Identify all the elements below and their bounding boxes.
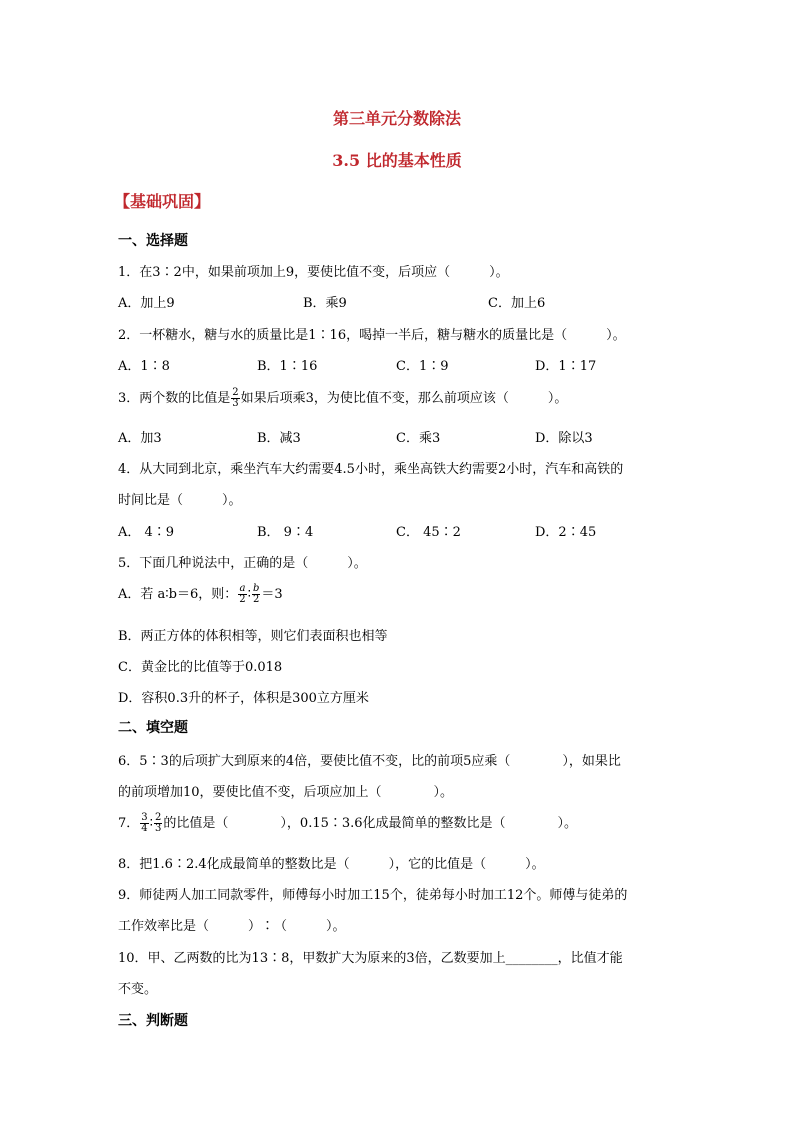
q5-option-a: A．若 a∶b＝6，则： $\frac{a}{2}$ ∶ $\frac{b}{2}$ ＝3 — [118, 583, 283, 605]
question-2: 2．一杯糖水，糖与水的质量比是1∶16，喝掉一半后，糖与糖水的质量比是（ ）。 — [118, 328, 626, 343]
q7-frac1-numerator: 3 — [141, 812, 148, 823]
q7-fraction-2 — [154, 813, 162, 834]
q3-stem-pre: 3．两个数的比值是 — [118, 391, 231, 406]
q7-number: 7． — [118, 816, 140, 831]
q5-frac-a-numerator: a — [239, 583, 246, 594]
question-6-line-2: 的前项增加10，要使比值不变，后项应加上（ ）。 — [118, 785, 454, 800]
section-choice-title: 一、选择题 — [118, 233, 188, 249]
unit-title: 第三单元分数除法 — [332, 109, 461, 128]
question-10-line-2: 不变。 — [118, 982, 158, 997]
q5-fraction-b — [252, 584, 260, 605]
q7-frac1-denominator: 4 — [141, 823, 148, 834]
q5-option-d: D．容积0.3升的杯子，体积是300立方厘米 — [118, 691, 369, 706]
q4-option-d: D．2∶45 — [535, 525, 597, 540]
question-3 — [118, 387, 567, 409]
q7-fraction-1 — [140, 813, 148, 834]
q4-option-a: A． 4∶9 — [118, 525, 175, 540]
q1-option-c: C．加上6 — [488, 296, 546, 311]
q2-option-c: C．1∶9 — [396, 359, 449, 374]
q3-frac-numerator: 2 — [232, 387, 239, 398]
q5-option-b: B．两正方体的体积相等，则它们表面积也相等 — [118, 629, 388, 644]
q3-option-d: D．除以3 — [535, 431, 593, 446]
question-8: 8．把1.6∶2.4化成最简单的整数比是（ ），它的比值是（ ）。 — [118, 857, 545, 872]
section-judge-title: 三、判断题 — [118, 1013, 188, 1029]
q5-option-a-post: ＝3 — [261, 587, 283, 602]
q3-option-c: C．乘3 — [396, 431, 441, 446]
q1-option-b: B．乘9 — [303, 296, 347, 311]
q1-option-a: A．加上9 — [118, 296, 175, 311]
q5-fraction-a — [238, 584, 246, 605]
q7-stem-post: 的比值是（ ），0.15∶3.6化成最简单的整数比是（ ）。 — [163, 816, 578, 831]
q5-frac-b-denominator: 2 — [253, 594, 260, 605]
q5-frac-b-numerator: b — [253, 583, 260, 594]
question-10-line-1: 10．甲、乙两数的比为13∶8，甲数扩大为原来的3倍，乙数要加上________，比值才能 — [118, 951, 623, 966]
question-7: 7． $\frac{3}{4}$ ∶ $\frac{2}{3}$ 的比值是（ ），0.15∶3.6化成最简单的整数比是（ ）。 — [118, 812, 578, 834]
q7-frac2-denominator: 3 — [155, 823, 162, 834]
q5-option-c: C．黄金比的比值等于0.018 — [118, 660, 283, 675]
question-5: 5．下面几种说法中，正确的是（ ）。 — [118, 556, 367, 571]
question-1: 1．在3∶2中，如果前项加上9，要使比值不变，后项应（ ）。 — [118, 265, 509, 280]
q3-option-a: A．加3 — [118, 431, 162, 446]
q4-option-b: B． 9∶4 — [257, 525, 314, 540]
question-4-line-1: 4．从大同到北京，乘坐汽车大约需要4.5小时，乘坐高铁大约需要2小时，汽车和高铁的 — [118, 462, 624, 477]
q3-frac-denominator: 3 — [232, 398, 239, 409]
q5-option-a-pre: A．若 a∶b＝6，则： — [118, 587, 238, 602]
q2-option-a: A．1∶8 — [118, 359, 170, 374]
q2-option-d: D．1∶17 — [535, 359, 597, 374]
q3-stem-post: 如果后项乘3，为使比值不变，那么前项应该（ ）。 — [240, 391, 568, 406]
question-9-line-1: 9．师徒两人加工同款零件，师傅每小时加工15个，徒弟每小时加工12个。师傅与徒弟的 — [118, 888, 628, 903]
section-heading: 【基础巩固】 — [114, 192, 211, 211]
question-4-line-2: 时间比是（ ）。 — [118, 493, 242, 508]
question-9-line-2: 工作效率比是（ ）∶（ ）。 — [118, 919, 346, 934]
q3-fraction — [231, 388, 239, 409]
q7-frac2-numerator: 2 — [155, 812, 162, 823]
lesson-title: 3.5 比的基本性质 — [332, 151, 462, 170]
section-fill-title: 二、填空题 — [118, 720, 188, 736]
q4-option-c: C． 45∶2 — [396, 525, 461, 540]
q5-frac-a-denominator: 2 — [239, 594, 246, 605]
q3-option-b: B．减3 — [257, 431, 301, 446]
question-6-line-1: 6．5∶3的后项扩大到原来的4倍，要使比值不变，比的前项5应乘（ ），如果比 — [118, 754, 621, 769]
q2-option-b: B．1∶16 — [257, 359, 318, 374]
